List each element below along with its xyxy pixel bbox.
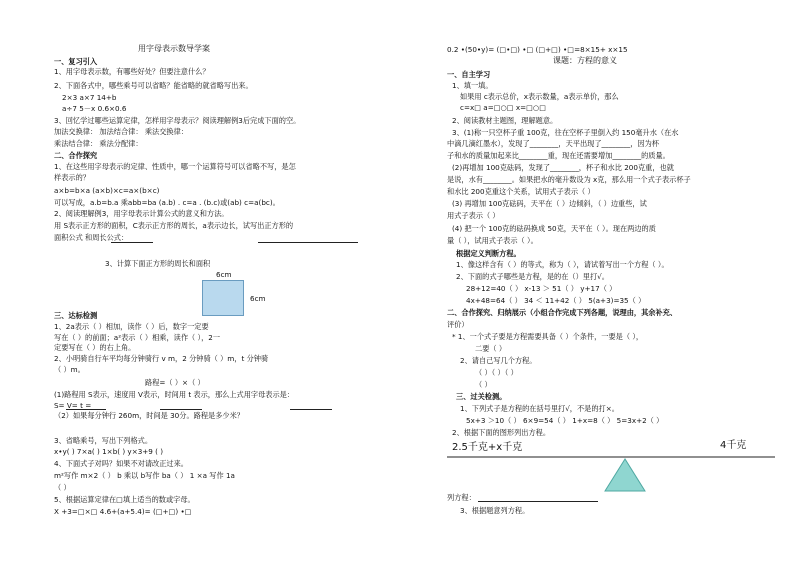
check-q1-line2: 写在（ ）的前面；a²表示（ ）相乘，读作（ ），2一 (54, 333, 221, 342)
review-q3-laws-row2: 乘法结合律： 乘法分配律： (54, 139, 143, 148)
review-q1: 1、用字母表示数，有哪些好处？但要注意什么？ (54, 67, 210, 76)
v-blank (160, 409, 202, 410)
distance-formula: 路程=（ ）×（ ） (145, 378, 205, 387)
square-figure (202, 280, 244, 316)
review-q2-row1: 2×3 a×7 14+b (62, 93, 117, 102)
check-q4-items: m²写作 m×2（ ） b 乘以 b写作 ba（ ） 1 ×a 写作 1a (54, 471, 235, 480)
self-study-q3-line2: 中滴几滴红墨水），发现了________，天平出现了________，因为杯 (447, 139, 660, 148)
final-check-q3: 3、根据题意列方程。 (460, 506, 530, 515)
explore-q1-laws: a×b=b×a (a×b)×c=a×(b×c) (54, 186, 160, 195)
self-study-q1: 1、填一填。 (452, 81, 493, 90)
worksheet-title: 用字母表示数导学案 (138, 44, 210, 53)
definition-q2-row2: 4x+48=64（ ） 34 ＜ 11+42（ ） 5(a+3)=35（ ） (466, 296, 646, 305)
final-check-q2: 2、根据下面的图形列出方程。 (452, 428, 551, 437)
check-q3: 3、省略乘号，写出下列格式。 (54, 436, 153, 445)
balance-scale-figure (447, 453, 777, 497)
self-study-q3-part3-line2: 用式子表示（ ） (447, 211, 500, 220)
balance-right-label: 4千克 (720, 440, 747, 451)
check-q5-items: X +3=□×□ 4.6+(a+5.4)= (□+□) •□ (54, 507, 192, 516)
balance-left-label: 2.5千克+x千克 (452, 442, 523, 453)
section-cooperation: 二、合作探究、归纳展示（小组合作完成下列各题，说理由，其余补充、 (447, 308, 678, 317)
check-q4-cont: （ ） (54, 483, 71, 492)
cooperation-q2: 2、请自己写几个方程。 (460, 356, 537, 365)
definition-q1: 1、像这样含有（ ）的等式，称为（ ），请试着写出一个方程（ ）。 (456, 260, 669, 269)
self-study-q3-line1: 3、(1)称一只空杯子重 100克，往在空杯子里倒入约 150毫升水（在水 (452, 128, 679, 137)
explore-q2-text: 用 S表示正方形的面积，C表示正方形的周长，a表示边长，试写出正方形的 (54, 221, 294, 230)
check-q1-line1: 1、2a表示（ ）相加，读作（ ）后，数字一定要 (54, 322, 209, 331)
cooperation-q1-cont: 二要（ ） (475, 344, 507, 353)
section-self-study: 一、自主学习 (447, 70, 491, 79)
check-q4: 4、下面式子对吗？如果不对请改正过来。 (54, 459, 188, 468)
check-q3-items: x•y( ) 7×a( ) 1×b( ) y×3+9 ( ) (54, 447, 164, 456)
carryover-expressions: 0.2 •(50•y)= (□•□) •□ (□+□) •□=8×15+ x×15 (447, 45, 628, 54)
explore-q3: 3、计算下面正方形的周长和面积 (105, 259, 211, 268)
cooperation-q1: * 1、一个式子要是方程需要具备（ ）个条件，一要是（ ）， (452, 332, 644, 341)
explore-q2-formulas: 面积公式 和周长公式： (54, 233, 129, 242)
definition-q2: 2、下面的式子哪些是方程，是的在（）里打√。 (456, 272, 609, 281)
self-study-q3-part2-line2: 是说，水有________。如果把水的毫升数设为 x克，那么用一个式子表示杯子 (447, 175, 691, 184)
section-review: 一、复习引入 (54, 57, 98, 66)
cooperation-q2-blanks-row2: （ ） (475, 380, 492, 389)
explore-q2: 2、阅读理解例3，用字母表示计算公式的意义和方法。 (54, 209, 229, 218)
definition-heading: 根据定义判断方程。 (456, 249, 521, 258)
review-q3: 3、回忆学过哪些运算定律，怎样用字母表示？阅读理解例3后完成下面的空。 (54, 116, 301, 125)
self-study-q3-line3: 子和水的质量加起来比________重，现在还需要增加________的质量。 (447, 151, 670, 160)
square-side-label: 6cm (250, 294, 266, 303)
self-study-q3-part4-line1: (4) 把一个 100克的砝码换成 50克，天平在（ ）。现在两边的质 (452, 224, 656, 233)
final-check-q1: 1、下列式子是方程的在括号里打√，不是的打×。 (460, 404, 619, 413)
self-study-q3-part4-line2: 量（ ），试用式子表示（ ）。 (447, 236, 538, 245)
section-explore: 二、合作探究 (54, 151, 98, 160)
s-blank (66, 409, 106, 410)
square-top-label: 6cm (216, 270, 232, 279)
lesson-title: 课题：方程的意义 (553, 56, 617, 65)
self-study-q3-part2-line1: (2)再增加 100克砝码，发现了________，杯子和水比 200克重，也就 (452, 163, 674, 172)
equation-blank (478, 501, 598, 502)
check-q2-part1: (1)路程用 S表示，速度用 V表示，时间用 t 表示，那么上式用字母表示是： (54, 390, 295, 399)
check-q2-line1: 2、小明骑自行车平均每分钟骑行 v m，2 分钟骑（ ）m，t 分钟骑 (54, 354, 269, 363)
self-study-q1-blanks: c=x□ a=□○□ x=□○□ (460, 103, 546, 112)
self-study-q2: 2、阅读教材主题图，理解题意。 (452, 116, 558, 125)
definition-q2-row1: 28+12=40（ ） x-13 ＞ 51（ ） y+17（ ） (466, 284, 617, 293)
section-check: 三、达标检测 (54, 311, 98, 320)
check-q2-part2: （2）如果每分钟行 260m，时间是 30分。路程是多少米？ (54, 411, 244, 420)
section-cooperation-cont: 评价） (447, 320, 469, 329)
check-q2-line2: （ ）m。 (54, 365, 85, 374)
explore-q1-cont: 样表示的？ (54, 173, 90, 182)
self-study-q3-part3-line1: (3) 再增加 100克砝码，天平在（ ）边倾斜，（ ）边重些，试 (452, 199, 647, 208)
review-q2-row2: a÷7 5－x 0.6×0.6 (62, 104, 127, 113)
perimeter-formula-blank (258, 242, 358, 243)
area-formula-blank (111, 242, 153, 243)
review-q2: 2、下面各式中，哪些乘号可以省略？能省略的就省略写出来。 (54, 81, 253, 90)
review-q3-laws-row1: 加法交换律： 加法结合律： 乘法交换律： (54, 127, 188, 136)
cooperation-q2-blanks-row1: （ ）（ ）（ ） (475, 368, 518, 377)
check-q5: 5、根据运算定律在□填上适当的数或字母。 (54, 495, 195, 504)
equation-prompt: 列方程： (447, 493, 476, 502)
t-blank (290, 409, 332, 410)
section-final-check: 三、过关检测。 (456, 392, 507, 401)
explore-q1-rewrite: 可以写成，a.b=b.a 乘abb=ba (a.b) . c=a . (b.c)或(ab) c=a(bc)。 (54, 198, 280, 207)
self-study-q3-part2-line3: 和水比 200克重这个关系，试用式子表示（ ） (447, 187, 595, 196)
self-study-q1-text: 如果用 c表示总价，x表示数量，a表示单价，那么 (460, 92, 619, 101)
check-q2-symbols: S= V= t = (54, 401, 92, 410)
final-check-q1-items: 5x+3 ＞10（ ） 6×9=54（ ） 1+x=8（ ） 5=3x+2（ ） (466, 416, 664, 425)
check-q1-line3: 定要写在（ ）的右上角。 (54, 343, 136, 352)
explore-q1: 1、在这些用字母表示的定律、性质中，哪一个运算符号可以省略不写，是怎 (54, 162, 296, 171)
